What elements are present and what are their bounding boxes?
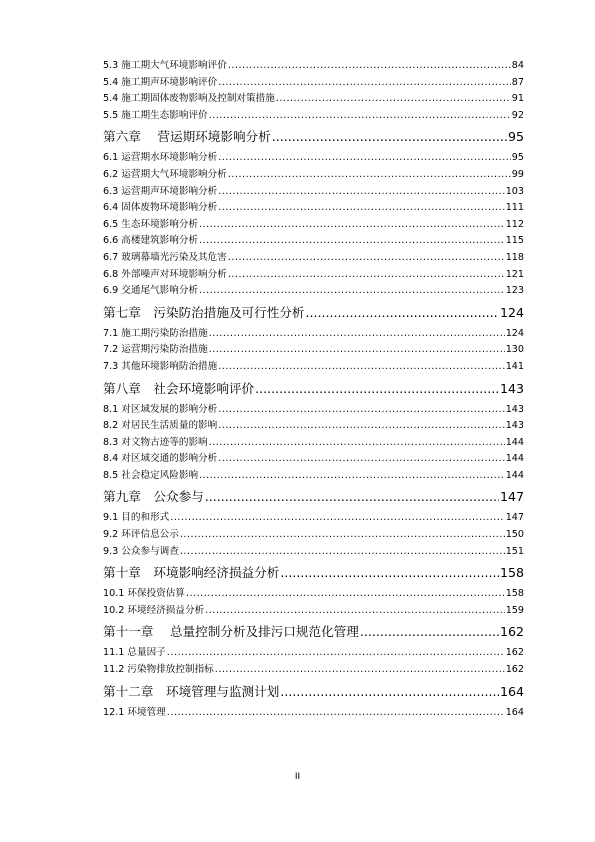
toc-page-number: 87 [511, 76, 524, 88]
dot-leader [218, 200, 504, 217]
toc-page-number: 124 [499, 304, 524, 320]
toc-entry[interactable] [103, 326, 524, 343]
toc-page-number: 158 [499, 565, 524, 581]
toc-page-number: 111 [505, 202, 524, 214]
toc-entry[interactable] [103, 418, 524, 435]
toc-page-number: 144 [505, 453, 524, 465]
toc-entry[interactable] [103, 108, 524, 125]
toc-entry[interactable] [103, 217, 524, 234]
toc-entry[interactable] [103, 233, 524, 250]
toc-entry-label: 6.4 固体废物环境影响分析 [103, 202, 218, 214]
toc-entry[interactable] [103, 58, 524, 75]
toc-entry-label: 第十章 环境影响经济损益分析 [103, 565, 280, 581]
toc-entry-label: 6.8 外部噪声对环境影响分析 [103, 268, 227, 280]
toc-chapter-heading[interactable] [103, 562, 524, 584]
toc-entry[interactable] [103, 705, 524, 722]
toc-page-number: 159 [505, 604, 524, 616]
toc-entry-label: 9.2 环评信息公示 [103, 529, 179, 541]
toc-entry[interactable] [103, 200, 524, 217]
dot-leader [306, 302, 499, 324]
toc-page-number: 115 [505, 235, 524, 247]
dot-leader [218, 418, 504, 435]
toc-entry-label: 6.5 生态环境影响分析 [103, 218, 199, 230]
toc-entry[interactable] [103, 167, 524, 184]
toc-page-number: 143 [499, 380, 524, 396]
dot-leader [170, 510, 504, 527]
toc-page-number: 99 [511, 168, 524, 180]
toc-entry-label: 8.4 对区域交通的影响分析 [103, 453, 218, 465]
toc-page-number: 95 [507, 129, 524, 145]
toc-entry-label: 8.5 社会稳定风险影响 [103, 469, 199, 481]
toc-entry-label: 5.3 施工期大气环境影响评价 [103, 60, 227, 71]
toc-entry[interactable] [103, 510, 524, 527]
toc-page-number: 95 [511, 152, 524, 164]
dot-leader [199, 283, 505, 300]
toc-entry-label: 12.1 环境管理 [103, 706, 166, 718]
toc-page-number: 121 [505, 268, 524, 280]
toc-entry-label: 7.2 运营期污染防治措施 [103, 344, 208, 356]
toc-entry-label: 7.1 施工期污染防治措施 [103, 327, 208, 339]
dot-leader [209, 435, 505, 452]
toc-page-number: 144 [505, 469, 524, 481]
toc-page-number: 92 [511, 109, 524, 121]
toc-page-number: 123 [505, 285, 524, 297]
toc-entry-label: 第九章 公众参与 [103, 489, 204, 505]
dot-leader [199, 468, 505, 485]
toc-page-number: 143 [505, 403, 524, 415]
dot-leader [360, 621, 499, 643]
toc-entry-label: 8.2 对居民生活质量的影响 [103, 420, 218, 432]
toc-page-number: 112 [505, 218, 524, 230]
dot-leader [209, 342, 505, 359]
toc-entry-label: 第七章 污染防治措施及可行性分析 [103, 304, 305, 320]
toc-entry-label: 5.4 施工期固体废物影响及控制对策措施 [103, 93, 275, 105]
toc-entry-label: 9.3 公众参与调查 [103, 545, 179, 557]
toc-entry-label: 7.3 其他环境影响防治措施 [103, 360, 218, 372]
toc-page-number: 158 [505, 588, 524, 600]
dot-leader [180, 527, 505, 544]
dot-leader [167, 645, 505, 662]
toc-page-number: 150 [505, 529, 524, 541]
toc-page-number: 164 [505, 706, 524, 718]
toc-page-number: 124 [505, 327, 524, 339]
toc-entry-label: 第十一章 总量控制分析及排污口规范化管理 [103, 624, 359, 640]
toc-entry[interactable] [103, 184, 524, 201]
toc-page-number: 162 [505, 647, 524, 659]
dot-leader [218, 451, 504, 468]
toc-entry-label: 8.1 对区域发展的影响分析 [103, 403, 218, 415]
toc-entry[interactable] [103, 402, 524, 419]
toc-page-number: 91 [511, 93, 524, 105]
toc-page-number: 141 [505, 360, 524, 372]
dot-leader [167, 705, 505, 722]
toc-entry-label: 第十二章 环境管理与监测计划 [103, 683, 280, 699]
toc-entry-label: 6.2 运营期大气环境影响分析 [103, 168, 227, 180]
toc-entry[interactable] [103, 342, 524, 359]
toc-entry-label: 6.7 玻璃幕墙光污染及其危害 [103, 251, 227, 263]
toc-entry[interactable] [103, 359, 524, 376]
dot-leader [280, 681, 499, 703]
dot-leader [272, 126, 507, 148]
dot-leader [228, 267, 505, 284]
toc-chapter-heading[interactable] [103, 681, 524, 703]
dot-leader [228, 167, 511, 184]
toc-chapter-heading[interactable] [103, 302, 524, 324]
toc-entry-label: 6.9 交通尾气影响分析 [103, 285, 199, 297]
toc-chapter-heading[interactable] [103, 486, 524, 508]
dot-leader [186, 586, 505, 603]
toc-entry[interactable] [103, 645, 524, 662]
toc-page-number: 143 [505, 420, 524, 432]
dot-leader [209, 326, 505, 343]
dot-leader [209, 108, 511, 125]
toc-entry-label: 11.1 总量因子 [103, 647, 166, 659]
toc-page-number: 130 [505, 344, 524, 356]
toc-page-number: 162 [505, 664, 524, 676]
toc-entry[interactable] [103, 283, 524, 300]
toc-entry-label: 8.3 对文物古迹等的影响 [103, 436, 208, 448]
toc-entry[interactable] [103, 250, 524, 267]
dot-leader [228, 250, 505, 267]
toc-entry[interactable] [103, 468, 524, 485]
toc-page-number: 162 [499, 624, 524, 640]
toc-entry[interactable] [103, 435, 524, 452]
toc-entry[interactable] [103, 662, 524, 679]
toc-page-number: 147 [499, 489, 524, 505]
dot-leader [218, 150, 511, 167]
dot-leader [215, 662, 505, 679]
toc-entry-label: 第八章 社会环境影响评价 [103, 380, 255, 396]
toc-page-number: 147 [505, 512, 524, 524]
dot-leader [255, 378, 499, 400]
toc-entry[interactable] [103, 75, 524, 92]
dot-leader [276, 91, 511, 108]
page-number-footer: II [294, 772, 301, 782]
toc-entry-label: 11.2 污染物排放控制指标 [103, 664, 214, 676]
dot-leader [218, 75, 511, 92]
toc-entry-label: 9.1 目的和形式 [103, 512, 170, 524]
toc-entry-label: 6.6 高楼建筑影响分析 [103, 235, 199, 247]
dot-leader [218, 184, 504, 201]
toc-chapter-heading[interactable] [103, 126, 524, 148]
toc-entry[interactable] [103, 451, 524, 468]
toc-entry[interactable] [103, 603, 524, 620]
toc-page-number: 118 [505, 251, 524, 263]
dot-leader [199, 233, 505, 250]
toc-page-number: 164 [499, 683, 524, 699]
toc-page-number: 103 [505, 185, 524, 197]
toc-entry[interactable] [103, 586, 524, 603]
toc-entry-label: 第六章 营运期环境影响分析 [103, 129, 271, 145]
dot-leader [180, 544, 505, 561]
toc-entry[interactable] [103, 91, 524, 108]
dot-leader [205, 486, 499, 508]
toc-entry[interactable] [103, 544, 524, 561]
dot-leader [218, 359, 504, 376]
dot-leader [218, 402, 504, 419]
toc-page-number: 84 [511, 60, 524, 71]
toc-entry[interactable] [103, 150, 524, 167]
dot-leader [228, 58, 511, 75]
toc-entry-label: 6.3 运营期声环境影响分析 [103, 185, 218, 197]
toc-page-number: 144 [505, 436, 524, 448]
dot-leader [205, 603, 505, 620]
dot-leader [199, 217, 505, 234]
toc-entry-label: 10.2 环境经济损益分析 [103, 604, 205, 616]
table-of-contents [103, 58, 524, 721]
toc-entry-label: 5.5 施工期生态影响评价 [103, 109, 208, 121]
toc-entry-label: 10.1 环保投资估算 [103, 588, 185, 600]
toc-chapter-heading[interactable] [103, 621, 524, 643]
toc-entry-label: 5.4 施工期声环境影响评价 [103, 76, 218, 88]
toc-entry[interactable] [103, 267, 524, 284]
toc-page-number: 151 [505, 545, 524, 557]
toc-chapter-heading[interactable] [103, 378, 524, 400]
dot-leader [280, 562, 499, 584]
toc-entry[interactable] [103, 527, 524, 544]
toc-entry-label: 6.1 运营期水环境影响分析 [103, 152, 218, 164]
